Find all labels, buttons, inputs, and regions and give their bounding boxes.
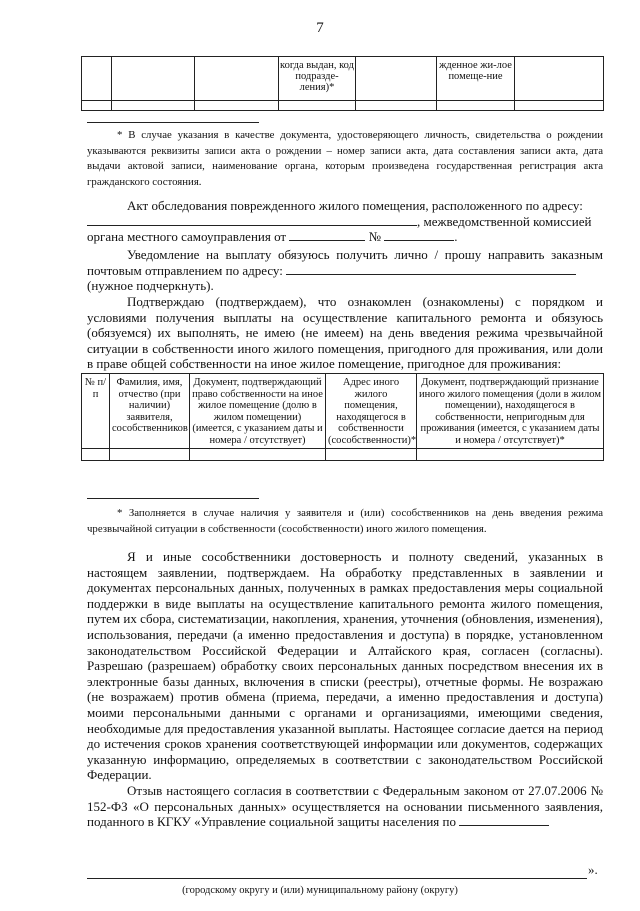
- confirm-text: Подтверждаю (подтверждаем), что ознакомлен (ознакомлены) с порядком и условиями получения выплаты на осуществление капитального ремонта и обязуюсь (обязуемся) их выполнять, не имею (не имеем) на день введения режима чрезвычайной ситуации в собственности иного жилого помещения, пригодного для проживания, или доли в праве общей собственности на иное жилое помещение, пригодное для проживания:: [87, 294, 603, 372]
- other-housing-table: [81, 373, 604, 461]
- table-cell: [82, 57, 112, 101]
- column-header-number: № п/п: [82, 374, 110, 449]
- act-line-2: , межведомственной комиссией: [87, 214, 603, 230]
- notice-section: [87, 247, 603, 294]
- table-cell-premises: жденное жи-лое помеще-ние: [437, 57, 515, 101]
- notice-note: (нужное подчеркнуть).: [87, 278, 214, 294]
- table-cell: [195, 57, 279, 101]
- column-header-ownership-doc: Документ, подтверждающий право собственности на иное жилое помещение (долю в жилом помещении) (имеется, с указанием даты и номера / отсутствует): [190, 374, 326, 449]
- notice-text: Уведомление на выплату обязуюсь получить лично / прошу направить заказным почтовым отправлением по адресу:: [87, 247, 603, 278]
- department-field[interactable]: [459, 814, 549, 826]
- act-date-field[interactable]: [289, 229, 365, 241]
- table-cell: [515, 57, 604, 101]
- table-cell: [112, 57, 195, 101]
- withdraw-end: ».: [588, 862, 598, 877]
- column-header-unfit-doc: Документ, подтверждающий признание иного жилого помещения (доли в жилом помещении), находящегося в собственности, непригодным для проживания (имеется, с указанием даты и номера / отсутствует)*: [417, 374, 604, 449]
- withdraw-text: Отзыв настоящего согласия в соответствии с Федеральным законом от 27.07.2006 № 152-ФЗ «О персональных данных» осуществляется на основании письменного заявления, поданного в КГКУ «Управление социальной защиты населения по: [87, 782, 603, 830]
- act-line-3: органа местного самоуправления от № .: [87, 229, 458, 245]
- top-table: [81, 56, 604, 111]
- line-caption: (городскому округу и (или) муниципальному району (округу): [182, 885, 458, 896]
- consent-text: Я и иные сособственники достоверность и полноту сведений, указанных в настоящем заявлении, подтверждаем. На обработку представленных в заявлении и документах персональных данных, полученных в рамках предоставления меры социальной поддержки в виде выплаты на осуществление капитального ремонта жилого помещения, путем их сбора, систематизации, накопления, хранения, уточнения (обновления, изменения), использования, передачи (а именно предоставления и доступа) в порядке, установленном законодательством Российской Федерации и Алтайского края, согласен (согласны). Разрешаю (разрешаем) обработку своих персональных данных посредством внесения их в электронные базы данных, включения в списки (реестры), отчетные формы. Не возражаю (не возражаем) против обмена (приема, передачи, а именно предоставления и доступа) моими персональными данными с органами и организациями, имеющими сведения, необходимые для предоставления указанной выплаты. Настоящее согласие дается на период до истечения сроков хранения соответствующей информации или документов, содержащих указанную информацию, определяемых в соответствии с законодательством Российской Федерации.: [87, 549, 603, 783]
- column-header-address: Адрес иного жилого помещения, находящегося в собственности (сособственности)*: [326, 374, 417, 449]
- address-field[interactable]: [87, 214, 417, 226]
- act-line-1: Акт обследования поврежденного жилого помещения, расположенного по адресу:: [127, 198, 583, 213]
- column-header-name: Фамилия, имя, отчество (при наличии) заявителя, сособственников: [110, 374, 190, 449]
- footnote-divider: [87, 122, 259, 123]
- consent-section: [87, 549, 603, 830]
- confirm-section: [87, 294, 603, 372]
- mail-address-field[interactable]: [286, 263, 576, 275]
- page-number: 7: [316, 20, 324, 36]
- table-row: [82, 449, 604, 461]
- act-number-field[interactable]: [384, 229, 454, 241]
- footnote-1: * В случае указания в качестве документа, удостоверяющего личность, свидетельства о рождении указываются реквизиты записи акта о рождении – номер записи акта, дата составления записи акта, дата выдачи актовой записи, наименование органа, которым произведена государственная регистрация акта гражданского состояния.: [87, 129, 603, 188]
- footnote-divider: [87, 498, 259, 499]
- table-cell-issued: когда выдан, код подразде-ления)*: [279, 57, 356, 101]
- footnote-2: * Заполняется в случае наличия у заявителя и (или) сособственников на день введения режима чрезвычайной ситуации в собственности (сособственности) иного жилого помещения.: [87, 507, 603, 535]
- act-section: [87, 198, 603, 245]
- department-line[interactable]: [87, 878, 587, 879]
- table-cell: [356, 57, 437, 101]
